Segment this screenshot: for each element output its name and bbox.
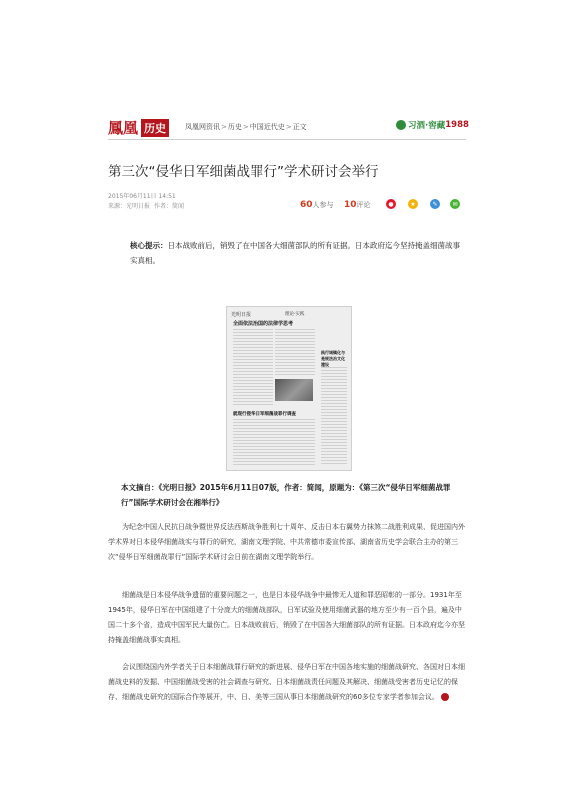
ifeng-logo[interactable] (108, 117, 169, 138)
article-summary (130, 238, 460, 268)
newspaper-photo (275, 379, 313, 401)
ifeng-end-icon (441, 693, 449, 701)
breadcrumb-modern-history[interactable]: 中国近代史 (249, 123, 285, 131)
article-author: 作者：简闻 (154, 203, 185, 210)
article-date: 2015年06月11日 14:51 (108, 193, 176, 200)
newspaper-side-headline: 践行城镇化与是规法治文化建设 (321, 350, 345, 367)
newspaper-text-column (233, 329, 273, 407)
newspaper-text-column (321, 367, 347, 465)
breadcrumb-separator: > (242, 123, 249, 131)
breadcrumb-news[interactable]: 凤凰网资讯 (185, 123, 220, 131)
article-source[interactable]: 来源：光明日报 (108, 203, 151, 210)
newspaper-headline: 全面依法治国的法律学思考 (233, 321, 294, 327)
logo-channel: 历史 (141, 119, 169, 137)
paragraph-text: 会议围绕国内外学者关于日本细菌战罪行研究的新进展、侵华日军在中国各地实施的细菌战研究、各国对日本细菌战史料的发掘、中国细菌战受害的社会调查与研究、日本细菌战责任问题及其解决、细菌战受害者历史记忆的保存、细菌战史研究的国际合作等展开，中、日、美等三国从事日本细菌战研究的60多位专家学者参加会议。 (108, 663, 465, 701)
article-paragraph: 细菌战是日本侵华战争遗留的重要问题之一，也是日本侵华战争中最惨无人道和罪恶昭彰的一部分。1931年至1945年，侵华日军在中国组建了十分庞大的细菌战部队，日军试验及使用细菌武器的地方至少有一百个县，遍及中国二十多个省，造成中国军民大量伤亡。日本战败前后，销毁了在中国各大细菌部队的所有证据。日本政府迄今亦坚持掩盖细菌战事实真相。 (108, 591, 465, 644)
header-ad[interactable] (396, 119, 469, 131)
article-paragraph: 为纪念中国人民抗日战争暨世界反法西斯战争胜利七十周年、反击日本右翼势力抹煞二战胜利成果、促进国内外学术界对日本侵华细菌战实与罪行的研究，湖南文理学院、中共常德市委宣传部、湖南省历史学会联合主办的第三次“侵华日军细菌战罪行”国际学术研讨会日前在湖南文理学院举行。 (108, 523, 465, 561)
article-title: 第三次“侵华日军细菌战罪行”学术研讨会举行 (108, 164, 379, 180)
comments-count[interactable]: 10评论 (344, 200, 371, 210)
kaixin-icon[interactable]: ✎ (430, 199, 440, 209)
participants-count[interactable]: 60人参与 (300, 200, 334, 210)
newspaper-section: 理论·实践 (285, 312, 305, 317)
breadcrumb-separator: > (285, 123, 292, 131)
breadcrumb (185, 122, 307, 132)
logo-text: 鳳凰 (108, 119, 139, 137)
weibo-icon[interactable]: ● (386, 199, 396, 209)
newspaper-masthead: 光明日报 (231, 312, 252, 318)
qzone-icon[interactable]: ★ (408, 199, 418, 209)
breadcrumb-current: 正文 (292, 123, 307, 131)
ad-brand: 习酒·窖藏 (408, 121, 446, 131)
ad-year: 1988 (445, 120, 469, 130)
article-paragraph (108, 660, 466, 705)
article-origin: 本文摘自：《光明日报》2015年6月11日07版，作者：简闻，原题为：《第三次“侵华日军细菌战罪行”国际学术研讨会在湘举行》 (121, 483, 451, 507)
summary-label: 核心提示： (130, 241, 168, 250)
newspaper-subheadline: 就现行侵华日军细菌战罪行调查 (233, 412, 296, 417)
newspaper-page-image[interactable] (226, 306, 352, 471)
xijiu-logo-icon (396, 120, 406, 130)
breadcrumb-history[interactable]: 历史 (227, 123, 242, 131)
wechat-icon[interactable]: ✉ (450, 199, 460, 209)
newspaper-text-column (275, 329, 315, 377)
summary-text: 日本战败前后，销毁了在中国各大细菌部队的所有证据。日本政府迄今坚持掩盖细菌战事实真相。 (130, 241, 460, 265)
breadcrumb-separator: > (221, 123, 227, 131)
newspaper-text-column (233, 419, 315, 465)
article-source-line (108, 201, 188, 210)
header-divider (108, 139, 466, 140)
